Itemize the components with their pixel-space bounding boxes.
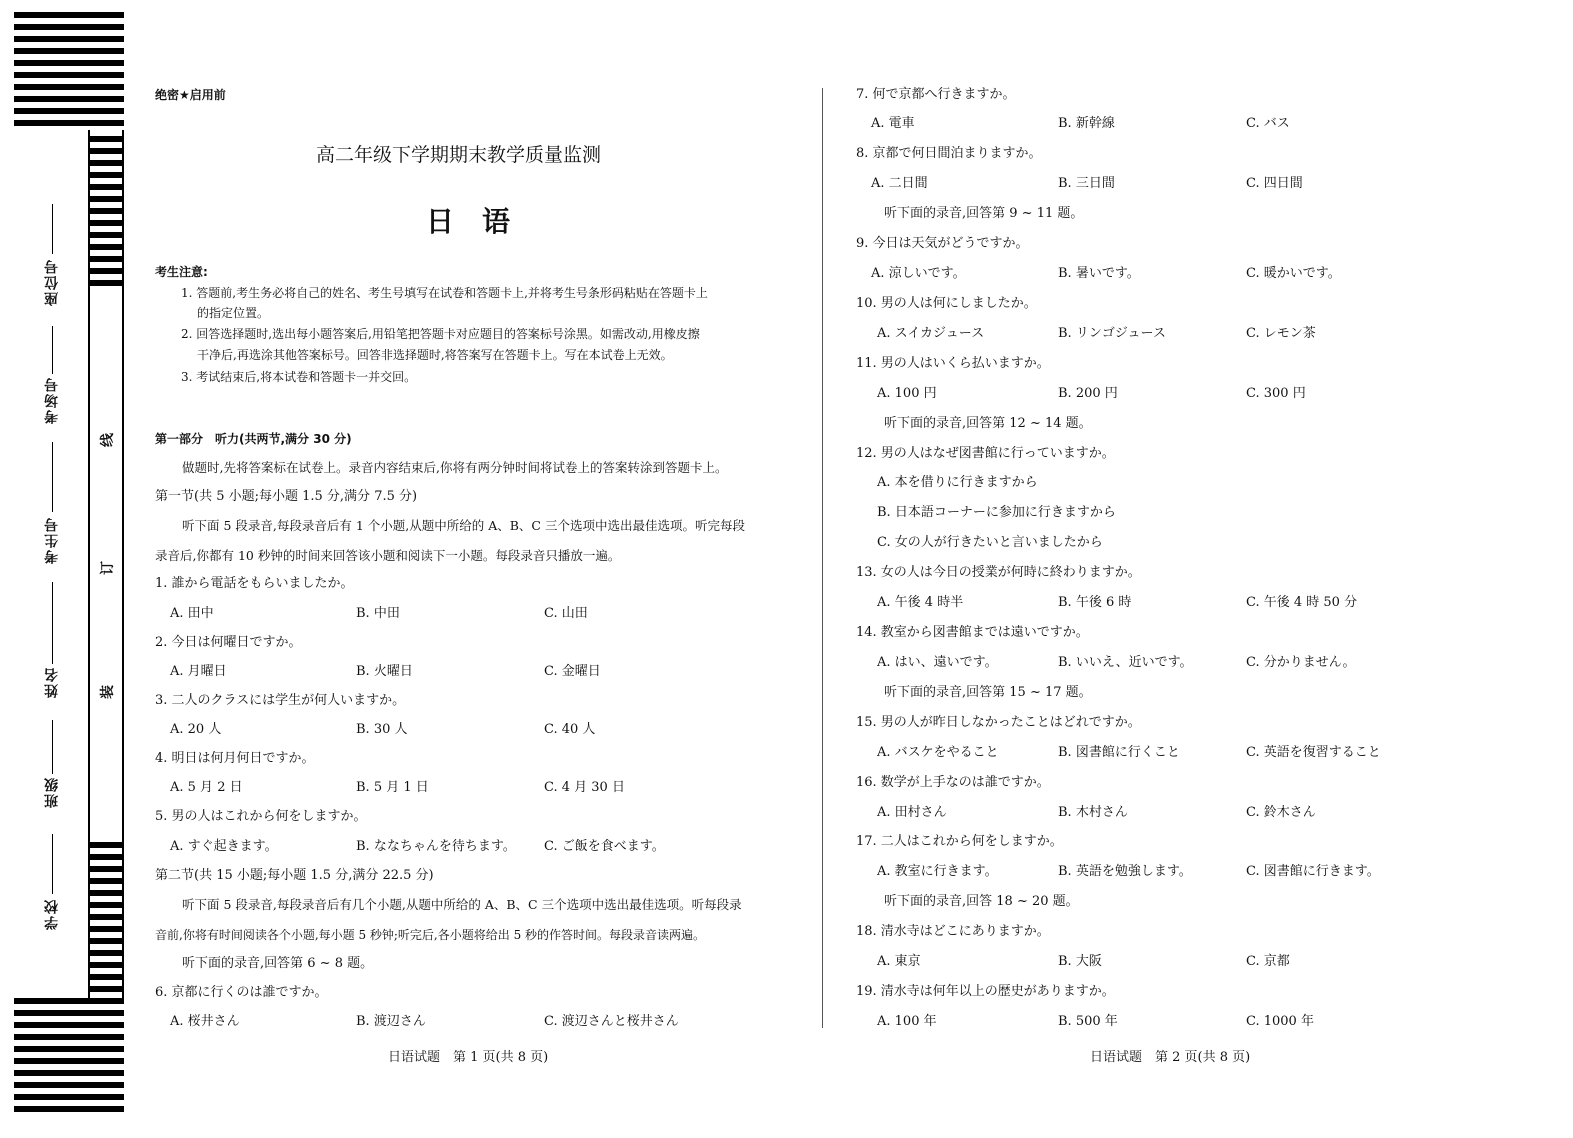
secret-label: 绝密★启用前: [155, 88, 226, 102]
q5-option-b[interactable]: B. ななちゃんを待ちます。: [356, 839, 516, 854]
question-2: 2. 今日は何曜日ですか。: [155, 635, 302, 650]
section2-intro-2: 音前,你将有时间阅读各个小题,每小题 5 秒钟;听完后,各小题将给出 5 秒的作答时间。每段录音读两遍。: [155, 928, 706, 942]
question-16: 16. 数学が上手なのは誰ですか。: [856, 775, 1050, 790]
q3-option-a[interactable]: A. 20 人: [170, 722, 222, 737]
question-7: 7. 何で京都へ行きますか。: [856, 87, 1016, 102]
barcode-top: [14, 12, 124, 132]
q8-option-b[interactable]: B. 三日間: [1058, 176, 1115, 191]
q7-option-c[interactable]: C. バス: [1246, 116, 1290, 131]
q11-option-c[interactable]: C. 300 円: [1246, 386, 1306, 401]
q5-option-c[interactable]: C. ご飯を食べます。: [544, 839, 665, 854]
section2-heading: 第二节(共 15 小题;每小题 1.5 分,满分 22.5 分): [155, 868, 434, 883]
q15-option-c[interactable]: C. 英語を復習すること: [1246, 745, 1381, 760]
q15-option-b[interactable]: B. 図書館に行くこと: [1058, 745, 1180, 760]
q6-option-b[interactable]: B. 渡辺さん: [356, 1014, 426, 1029]
exam-title: 高二年级下学期期末教学质量监测: [316, 144, 602, 166]
q16-option-a[interactable]: A. 田村さん: [877, 805, 947, 820]
listen-instruction-12-14: 听下面的录音,回答第 12 ~ 14 题。: [884, 416, 1092, 431]
question-11: 11. 男の人はいくら払いますか。: [856, 356, 1050, 371]
binding-char-line: 线: [100, 433, 116, 447]
field-line-room[interactable]: [52, 326, 53, 374]
part1-heading: 第一部分 听力(共两节,满分 30 分): [155, 432, 352, 446]
q17-option-c[interactable]: C. 図書館に行きます。: [1246, 864, 1380, 879]
q8-option-c[interactable]: C. 四日間: [1246, 176, 1303, 191]
binding-char-bind: 装: [100, 685, 116, 699]
q9-option-b[interactable]: B. 暑いです。: [1058, 266, 1140, 281]
q17-option-a[interactable]: A. 教室に行きます。: [877, 864, 998, 879]
notice-heading: 考生注意:: [155, 265, 208, 279]
q5-option-a[interactable]: A. すぐ起きます。: [170, 839, 278, 854]
q6-option-a[interactable]: A. 桜井さん: [170, 1014, 240, 1029]
field-school-label: 学校: [44, 898, 60, 930]
notice-1b: 的指定位置。: [197, 306, 270, 320]
page1-footer: 日语试题 第 1 页(共 8 页): [388, 1050, 549, 1065]
q7-option-b[interactable]: B. 新幹線: [1058, 116, 1115, 131]
q14-option-a[interactable]: A. はい、遠いです。: [877, 655, 998, 670]
q1-option-c[interactable]: C. 山田: [544, 606, 588, 621]
q4-option-a[interactable]: A. 5 月 2 日: [170, 780, 243, 795]
listen-instruction-9-11: 听下面的录音,回答第 9 ~ 11 题。: [884, 206, 1084, 221]
q7-option-a[interactable]: A. 電車: [871, 116, 915, 131]
field-line-examinee[interactable]: [52, 442, 53, 512]
section1-heading: 第一节(共 5 小题;每小题 1.5 分,满分 7.5 分): [155, 489, 418, 504]
q11-option-b[interactable]: B. 200 円: [1058, 386, 1118, 401]
field-line-name[interactable]: [52, 582, 53, 664]
section1-intro-1: 听下面 5 段录音,每段录音后有 1 个小题,从题中所给的 A、B、C 三个选项中选出最佳选项。听完每段: [182, 518, 745, 533]
q18-option-c[interactable]: C. 京都: [1246, 954, 1290, 969]
binding-char-order: 订: [100, 561, 116, 575]
question-5: 5. 男の人はこれから何をしますか。: [155, 809, 367, 824]
q18-option-a[interactable]: A. 東京: [877, 954, 921, 969]
question-9: 9. 今日は天気がどうですか。: [856, 236, 1029, 251]
q4-option-c[interactable]: C. 4 月 30 日: [544, 780, 625, 795]
q4-option-b[interactable]: B. 5 月 1 日: [356, 780, 429, 795]
field-class-label: 班级: [44, 776, 60, 808]
q13-option-b[interactable]: B. 午後 6 時: [1058, 595, 1132, 610]
question-18: 18. 清水寺はどこにありますか。: [856, 924, 1050, 939]
q9-option-a[interactable]: A. 涼しいです。: [871, 266, 966, 281]
q10-option-b[interactable]: B. リンゴジュース: [1058, 326, 1166, 341]
q2-option-c[interactable]: C. 金曜日: [544, 664, 601, 679]
q19-option-a[interactable]: A. 100 年: [877, 1014, 937, 1029]
q1-option-b[interactable]: B. 中田: [356, 606, 400, 621]
section1-intro-2: 录音后,你都有 10 秒钟的时间来回答该小题和阅读下一小题。每段录音只播放一遍。: [155, 548, 621, 563]
q14-option-c[interactable]: C. 分かりません。: [1246, 655, 1356, 670]
q6-option-c[interactable]: C. 渡辺さんと桜井さん: [544, 1014, 679, 1029]
question-14: 14. 教室から図書館までは遠いですか。: [856, 625, 1089, 640]
notice-2b: 干净后,再选涂其他答案标号。回答非选择题时,将答案写在答题卡上。写在本试卷上无效。: [197, 348, 673, 362]
q19-option-b[interactable]: B. 500 年: [1058, 1014, 1118, 1029]
notice-1: 1. 答题前,考生务必将自己的姓名、考生号填写在试卷和答题卡上,并将考生号条形码粘贴在答题卡上: [181, 286, 708, 300]
field-examinee-label: 考生号: [44, 516, 60, 564]
field-line-seat[interactable]: [52, 204, 53, 254]
q11-option-a[interactable]: A. 100 円: [877, 386, 937, 401]
q3-option-b[interactable]: B. 30 人: [356, 722, 408, 737]
listen-instruction-6-8: 听下面的录音,回答第 6 ~ 8 题。: [182, 956, 374, 971]
question-1: 1. 誰から電話をもらいましたか。: [155, 576, 354, 591]
question-3: 3. 二人のクラスには学生が何人いますか。: [155, 693, 406, 708]
question-12: 12. 男の人はなぜ図書館に行っていますか。: [856, 446, 1115, 461]
field-line-class[interactable]: [52, 720, 53, 774]
question-6: 6. 京都に行くのは誰ですか。: [155, 985, 328, 1000]
subject-title: 日 语: [426, 205, 511, 238]
q16-option-b[interactable]: B. 木村さん: [1058, 805, 1128, 820]
barcode-bottom: [14, 998, 124, 1118]
q16-option-c[interactable]: C. 鈴木さん: [1246, 805, 1316, 820]
q19-option-c[interactable]: C. 1000 年: [1246, 1014, 1314, 1029]
notice-2: 2. 回答选择题时,选出每小题答案后,用铅笔把答题卡对应题目的答案标号涂黑。如需改动,用橡皮擦: [181, 327, 700, 341]
q14-option-b[interactable]: B. いいえ、近いです。: [1058, 655, 1193, 670]
field-name-label: 姓名: [44, 666, 60, 698]
question-19: 19. 清水寺は何年以上の歴史がありますか。: [856, 984, 1115, 999]
q10-option-c[interactable]: C. レモン茶: [1246, 326, 1316, 341]
q12-option-c[interactable]: C. 女の人が行きたいと言いましたから: [877, 535, 1103, 550]
q1-option-a[interactable]: A. 田中: [170, 606, 214, 621]
question-17: 17. 二人はこれから何をしますか。: [856, 834, 1063, 849]
q15-option-a[interactable]: A. バスケをやること: [877, 745, 999, 760]
field-line-school[interactable]: [52, 834, 53, 894]
q13-option-c[interactable]: C. 午後 4 時 50 分: [1246, 595, 1358, 610]
q10-option-a[interactable]: A. スイカジュース: [877, 326, 985, 341]
q9-option-c[interactable]: C. 暖かいです。: [1246, 266, 1341, 281]
q2-option-b[interactable]: B. 火曜日: [356, 664, 413, 679]
part1-intro: 做题时,先将答案标在试卷上。录音内容结束后,你将有两分钟时间将试卷上的答案转涂到答题卡上。: [182, 460, 728, 475]
q8-option-a[interactable]: A. 二日間: [871, 176, 928, 191]
q12-option-b[interactable]: B. 日本語コーナーに参加に行きますから: [877, 505, 1116, 520]
question-13: 13. 女の人は今日の授業が何時に終わりますか。: [856, 565, 1141, 580]
section2-intro-1: 听下面 5 段录音,每段录音后有几个小题,从题中所给的 A、B、C 三个选项中选出最佳选项。听每段录: [182, 897, 742, 912]
q2-option-a[interactable]: A. 月曜日: [170, 664, 227, 679]
field-seat-label: 座位号: [44, 258, 60, 306]
question-15: 15. 男の人が昨日しなかったことはどれですか。: [856, 715, 1141, 730]
listen-instruction-15-17: 听下面的录音,回答第 15 ~ 17 题。: [884, 685, 1092, 700]
page-divider: [822, 88, 823, 1028]
question-10: 10. 男の人は何にしましたか。: [856, 296, 1037, 311]
q18-option-b[interactable]: B. 大阪: [1058, 954, 1102, 969]
q12-option-a[interactable]: A. 本を借りに行きますから: [877, 475, 1038, 490]
question-4: 4. 明日は何月何日ですか。: [155, 751, 315, 766]
q3-option-c[interactable]: C. 40 人: [544, 722, 596, 737]
field-room-label: 考场号: [44, 376, 60, 424]
q17-option-b[interactable]: B. 英語を勉強します。: [1058, 864, 1192, 879]
listen-instruction-18-20: 听下面的录音,回答 18 ~ 20 题。: [884, 894, 1079, 909]
q13-option-a[interactable]: A. 午後 4 時半: [877, 595, 964, 610]
page2-footer: 日语试题 第 2 页(共 8 页): [1090, 1050, 1251, 1065]
notice-3: 3. 考试结束后,将本试卷和答题卡一并交回。: [181, 370, 417, 384]
question-8: 8. 京都で何日間泊まりますか。: [856, 146, 1042, 161]
